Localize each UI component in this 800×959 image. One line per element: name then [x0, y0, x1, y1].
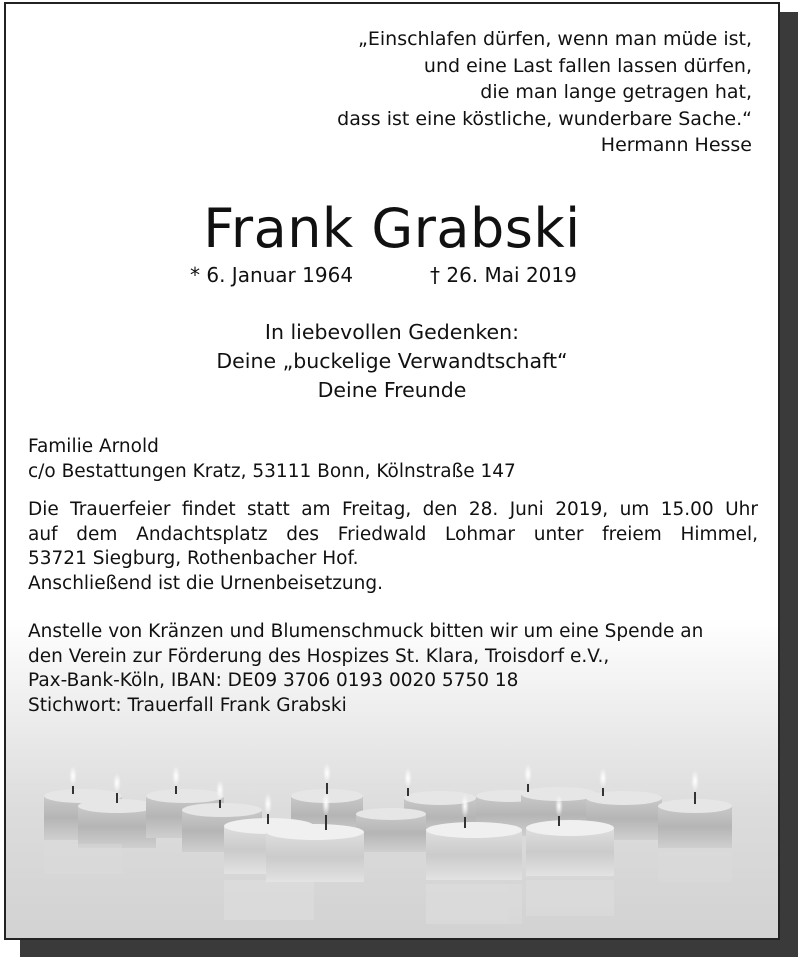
mourners-line: Deine „buckelige Verwandtschaft“: [216, 349, 568, 373]
ceremony-block: [28, 498, 758, 596]
quote-line: und eine Last fallen lassen dürfen,: [423, 54, 752, 77]
quote-line: dass ist eine köstliche, wunderbare Sache.“: [337, 107, 752, 130]
ceremony-line: Anschließend ist die Urnenbeisetzung.: [28, 572, 383, 594]
ceremony-line: 53721 Siegburg, Rothenbacher Hof.: [28, 548, 359, 569]
donation-line: Stichwort: Trauerfall Frank Grabski: [28, 694, 347, 716]
birth-date: * 6. Januar 1964: [190, 263, 354, 287]
donation-block: [28, 620, 758, 718]
mourners-line: Deine Freunde: [317, 378, 467, 402]
contact-address: c/o Bestattungen Kratz, 53111 Bonn, Kölnstraße 147: [28, 460, 516, 482]
mourners-intro: In liebevollen Gedenken:: [264, 320, 520, 344]
deceased-name: Frank Grabski: [203, 197, 581, 260]
quote-line: „Einschlafen dürfen, wenn man müde ist,: [358, 28, 752, 50]
quote-author: Hermann Hesse: [600, 134, 752, 156]
donation-line: den Verein zur Förderung des Hospizes St. Klara, Troisdorf e.V.,: [28, 645, 610, 667]
death-date: † 26. Mai 2019: [430, 263, 577, 287]
ceremony-line: Die Trauerfeier findet statt am Freitag, den 28. Juni 2019, um 15.00 Uhr: [28, 499, 758, 520]
donation-line: Pax-Bank-Köln, IBAN: DE09 3706 0193 0020 5750 18: [28, 670, 519, 691]
donation-line: Anstelle von Kränzen und Blumenschmuck bitten wir um eine Spende an: [28, 621, 704, 642]
hesse-quote: [337, 26, 752, 159]
ceremony-line: auf dem Andachtsplatz des Friedwald Lohmar unter freiem Himmel,: [28, 523, 758, 545]
contact-block: [28, 435, 758, 484]
obituary-notice: [4, 2, 780, 940]
mourners-block: [6, 318, 778, 405]
quote-line: die man lange getragen hat,: [480, 81, 752, 103]
contact-family: Familie Arnold: [28, 436, 159, 457]
